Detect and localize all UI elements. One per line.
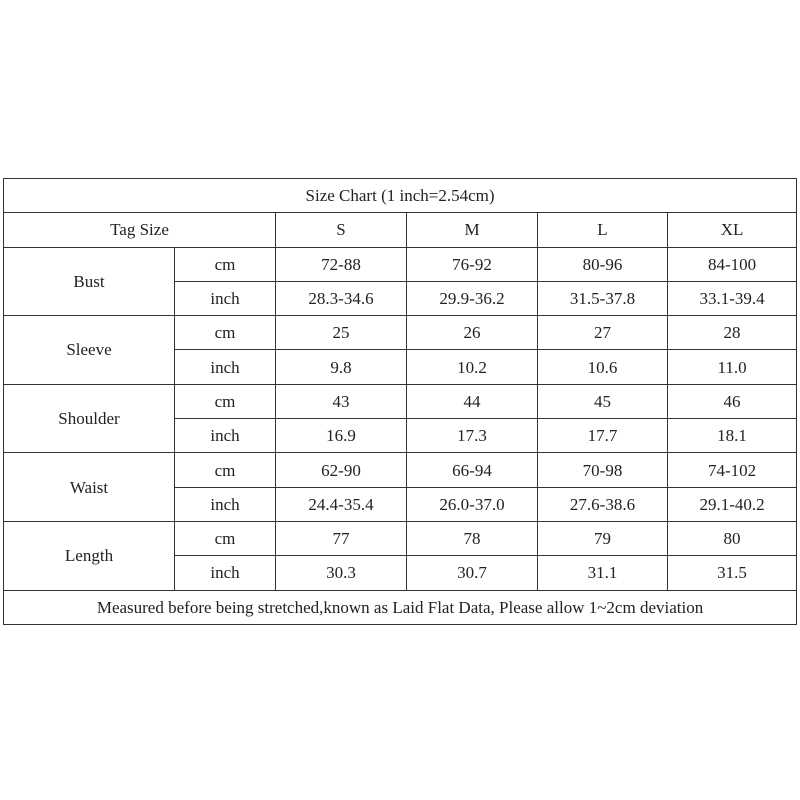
value-cell: 24.4-35.4 [276,487,407,521]
value-cell: 62-90 [276,453,407,487]
value-cell: 72-88 [276,247,407,281]
measure-label-waist: Waist [4,453,175,522]
table-row [4,521,797,555]
value-cell: 43 [276,384,407,418]
unit-cell: inch [175,281,276,315]
value-cell: 76-92 [407,247,538,281]
value-cell: 10.6 [538,350,668,384]
table-row [4,453,797,487]
value-cell: 29.9-36.2 [407,281,538,315]
tag-size-header: Tag Size [4,213,276,247]
value-cell: 28 [668,316,797,350]
table-row [4,247,797,281]
value-cell: 16.9 [276,419,407,453]
value-cell: 29.1-40.2 [668,487,797,521]
value-cell: 70-98 [538,453,668,487]
title-row [4,179,797,213]
value-cell: 10.2 [407,350,538,384]
unit-cell: inch [175,487,276,521]
value-cell: 17.7 [538,419,668,453]
value-cell: 17.3 [407,419,538,453]
unit-cell: cm [175,247,276,281]
size-header-s: S [276,213,407,247]
chart-title: Size Chart (1 inch=2.54cm) [4,179,797,213]
table-row [4,316,797,350]
measure-label-length: Length [4,521,175,590]
size-header-xl: XL [668,213,797,247]
value-cell: 74-102 [668,453,797,487]
size-chart-table [3,178,797,625]
value-cell: 11.0 [668,350,797,384]
value-cell: 28.3-34.6 [276,281,407,315]
unit-cell: cm [175,384,276,418]
value-cell: 26 [407,316,538,350]
value-cell: 25 [276,316,407,350]
footnote: Measured before being stretched,known as Laid Flat Data, Please allow 1~2cm deviation [4,590,797,624]
header-row [4,213,797,247]
unit-cell: inch [175,419,276,453]
value-cell: 46 [668,384,797,418]
unit-cell: inch [175,350,276,384]
measure-label-sleeve: Sleeve [4,316,175,385]
value-cell: 33.1-39.4 [668,281,797,315]
value-cell: 27.6-38.6 [538,487,668,521]
value-cell: 80 [668,521,797,555]
value-cell: 31.5 [668,556,797,590]
value-cell: 77 [276,521,407,555]
value-cell: 80-96 [538,247,668,281]
value-cell: 30.3 [276,556,407,590]
value-cell: 78 [407,521,538,555]
value-cell: 44 [407,384,538,418]
value-cell: 30.7 [407,556,538,590]
unit-cell: inch [175,556,276,590]
value-cell: 27 [538,316,668,350]
value-cell: 18.1 [668,419,797,453]
size-header-l: L [538,213,668,247]
unit-cell: cm [175,316,276,350]
footnote-row [4,590,797,624]
value-cell: 66-94 [407,453,538,487]
measure-label-shoulder: Shoulder [4,384,175,453]
table-row [4,384,797,418]
size-header-m: M [407,213,538,247]
unit-cell: cm [175,453,276,487]
value-cell: 31.5-37.8 [538,281,668,315]
value-cell: 84-100 [668,247,797,281]
value-cell: 79 [538,521,668,555]
value-cell: 45 [538,384,668,418]
value-cell: 31.1 [538,556,668,590]
measure-label-bust: Bust [4,247,175,316]
unit-cell: cm [175,521,276,555]
value-cell: 9.8 [276,350,407,384]
value-cell: 26.0-37.0 [407,487,538,521]
